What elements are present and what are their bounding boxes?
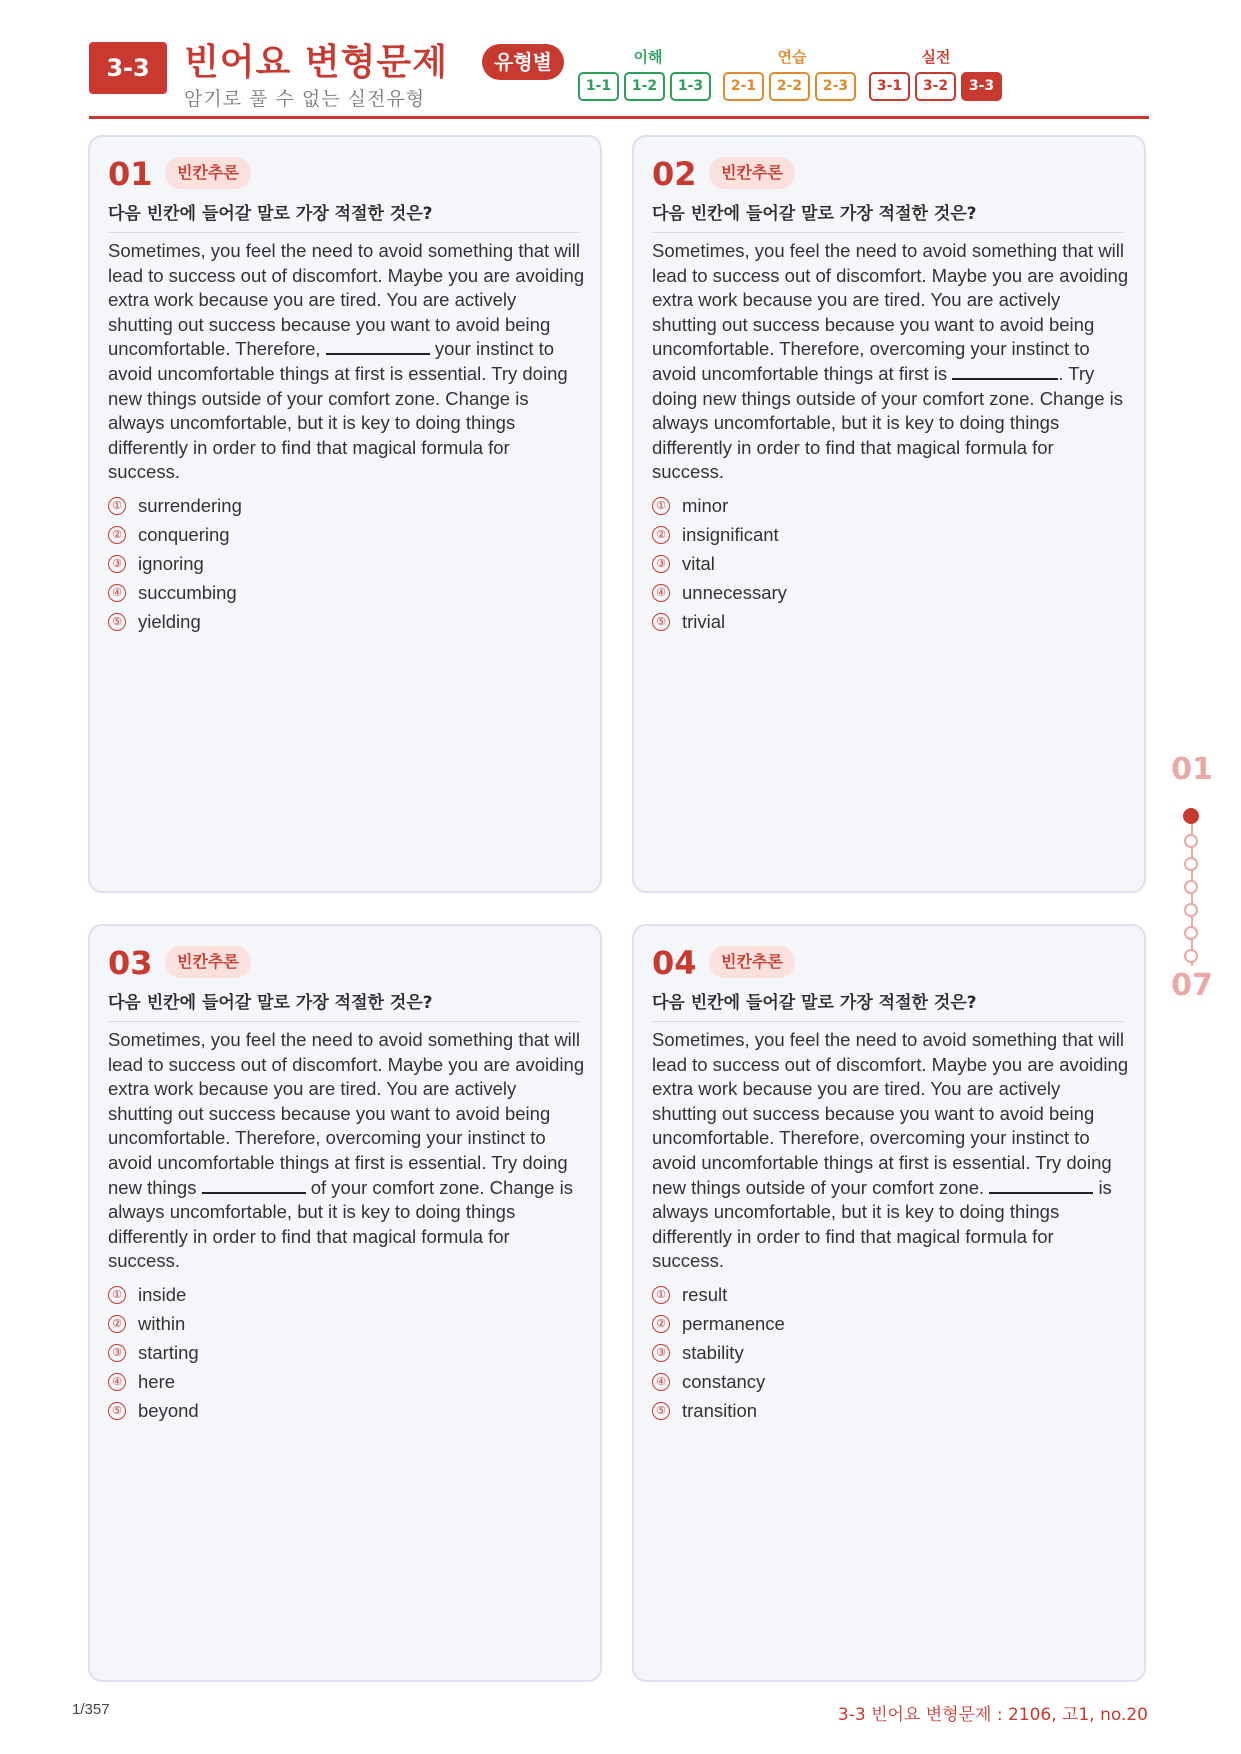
option-marker: ④ — [108, 1373, 126, 1391]
option-text: surrendering — [138, 494, 242, 516]
passage-text-before: Sometimes, you feel the need to avoid something that will lead to success out of discomfort. Maybe you are avoiding extra work because you are tired. You are actively shutting out success because you want to avoid being uncomfortable. Therefore, — [108, 240, 585, 360]
option-text: starting — [138, 1341, 199, 1363]
answer-options — [652, 491, 787, 636]
question-number: 02 — [652, 155, 697, 193]
question-prompt: 다음 빈칸에 들어갈 말로 가장 적절한 것은? — [108, 988, 580, 1022]
option-marker: ② — [652, 1315, 670, 1333]
answer-option[interactable] — [652, 1338, 785, 1367]
answer-options — [108, 491, 242, 636]
option-marker: ① — [108, 1286, 126, 1304]
nav-dot-6[interactable] — [1184, 926, 1198, 940]
level-button-3-3[interactable]: 3-3 — [961, 72, 1002, 101]
section-badge: 3-3 — [89, 42, 167, 94]
answer-option[interactable] — [652, 1367, 785, 1396]
option-marker: ① — [108, 497, 126, 515]
option-marker: ③ — [652, 1344, 670, 1362]
level-button-2-3[interactable]: 2-3 — [815, 72, 856, 101]
page-subtitle: 암기로 풀 수 없는 실전유형 — [184, 88, 426, 110]
passage-text-after: is always uncomfortable, but it is key to doing things differently in order to find that magical formula for success. — [652, 1176, 1112, 1272]
option-marker: ③ — [652, 555, 670, 573]
nav-end-number: 07 — [1171, 968, 1213, 1003]
question-type-tag: 빈칸추론 — [709, 946, 795, 978]
passage-text-after: your instinct to avoid uncomfortable things at first is essential. Try doing new things outside of your comfort zone. Change is always uncomfortable, but it is key to doing things differently in order to find that magical formula for success. — [108, 338, 568, 483]
level-button-1-1[interactable]: 1-1 — [578, 72, 619, 101]
option-marker: ② — [108, 1315, 126, 1333]
answer-option[interactable] — [652, 491, 787, 520]
level-button-3-1[interactable]: 3-1 — [869, 72, 910, 101]
question-passage — [652, 239, 1130, 485]
nav-dot-5[interactable] — [1184, 903, 1198, 917]
nav-dot-1[interactable] — [1183, 808, 1199, 824]
option-marker: ④ — [108, 584, 126, 602]
nav-dot-3[interactable] — [1184, 857, 1198, 871]
answer-blank — [989, 1177, 1093, 1194]
nav-start-number: 01 — [1171, 752, 1213, 787]
question-number: 01 — [108, 155, 153, 193]
option-marker: ① — [652, 1286, 670, 1304]
nav-dot-4[interactable] — [1184, 880, 1198, 894]
option-marker: ② — [108, 526, 126, 544]
answer-option[interactable] — [652, 520, 787, 549]
option-marker: ⑤ — [108, 1402, 126, 1420]
answer-option[interactable] — [108, 1396, 199, 1425]
question-number: 03 — [108, 944, 153, 982]
answer-option[interactable] — [108, 1338, 199, 1367]
option-marker: ② — [652, 526, 670, 544]
question-number: 04 — [652, 944, 697, 982]
option-text: transition — [682, 1399, 758, 1421]
question-prompt: 다음 빈칸에 들어갈 말로 가장 적절한 것은? — [652, 199, 1124, 233]
option-text: conquering — [138, 523, 230, 545]
answer-blank — [326, 338, 430, 355]
option-text: here — [138, 1370, 176, 1392]
answer-option[interactable] — [652, 578, 787, 607]
footer-reference: 3-3 빈어요 변형문제 : 2106, 고1, no.20 — [837, 1705, 1148, 1725]
option-marker: ⑤ — [108, 613, 126, 631]
question-passage — [652, 1028, 1130, 1274]
option-text: insignificant — [682, 523, 779, 545]
answer-option[interactable] — [652, 1280, 785, 1309]
answer-option[interactable] — [108, 491, 242, 520]
option-text: stability — [682, 1341, 744, 1363]
answer-option[interactable] — [108, 1309, 199, 1338]
question-card-02 — [632, 135, 1146, 893]
question-card-03 — [88, 924, 602, 1682]
level-button-1-2[interactable]: 1-2 — [624, 72, 665, 101]
question-passage — [108, 1028, 586, 1274]
option-marker: ④ — [652, 584, 670, 602]
passage-text-after: . Try doing new things outside of your comfort zone. Change is always uncomfortable, but it is key to doing things differently in order to find that magical formula for success. — [652, 362, 1124, 483]
option-text: constancy — [682, 1370, 766, 1392]
option-marker: ③ — [108, 555, 126, 573]
option-marker: ③ — [108, 1344, 126, 1362]
passage-text-before: Sometimes, you feel the need to avoid something that will lead to success out of discomfort. Maybe you are avoiding extra work because you are tired. You are actively shutting out success because you want to avoid being uncomfortable. Therefore, overcoming your instinct to avoid uncomfortable things at first is essential. Try doing new things — [108, 1029, 585, 1198]
answer-option[interactable] — [108, 1280, 199, 1309]
level-button-3-2[interactable]: 3-2 — [915, 72, 956, 101]
level-label-understanding: 이해 — [633, 48, 663, 66]
option-marker: ⑤ — [652, 1402, 670, 1420]
option-text: within — [138, 1312, 186, 1334]
answer-option[interactable] — [108, 1367, 199, 1396]
option-text: unnecessary — [682, 581, 787, 603]
option-text: succumbing — [138, 581, 237, 603]
question-type-tag: 빈칸추론 — [165, 157, 251, 189]
option-text: permanence — [682, 1312, 785, 1334]
page-number: 1/357 — [72, 1701, 110, 1718]
answer-option[interactable] — [652, 1309, 785, 1338]
header-divider — [89, 116, 1149, 119]
answer-option[interactable] — [108, 578, 242, 607]
passage-text-before: Sometimes, you feel the need to avoid something that will lead to success out of discomfort. Maybe you are avoiding extra work because you are tired. You are actively shutting out success because you want to avoid being uncomfortable. Therefore, overcoming your instinct to avoid uncomfortable things at first is — [652, 240, 1129, 384]
answer-options — [108, 1280, 199, 1425]
answer-blank — [952, 363, 966, 380]
question-type-tag: 빈칸추론 — [165, 946, 251, 978]
answer-option[interactable] — [108, 607, 242, 636]
answer-option[interactable] — [108, 549, 242, 578]
option-text: ignoring — [138, 552, 204, 574]
answer-option[interactable] — [108, 520, 242, 549]
level-button-1-3[interactable]: 1-3 — [670, 72, 711, 101]
question-prompt: 다음 빈칸에 들어갈 말로 가장 적절한 것은? — [108, 199, 580, 233]
question-prompt: 다음 빈칸에 들어갈 말로 가장 적절한 것은? — [652, 988, 1124, 1022]
option-text: vital — [682, 552, 715, 574]
level-label-practice: 연습 — [777, 48, 807, 66]
answer-option[interactable] — [652, 607, 787, 636]
option-marker: ① — [652, 497, 670, 515]
option-marker: ⑤ — [652, 613, 670, 631]
passage-text-after: of your comfort zone. Change is always uncomfortable, but it is key to doing things differently in order to find that magical formula for success. — [108, 1176, 573, 1272]
question-type-tag: 빈칸추론 — [709, 157, 795, 189]
option-text: trivial — [682, 610, 726, 632]
question-passage — [108, 239, 586, 485]
passage-text-before: Sometimes, you feel the need to avoid something that will lead to success out of discomfort. Maybe you are avoiding extra work because you are tired. You are actively shutting out success because you want to avoid being uncomfortable. Therefore, overcoming your instinct to avoid uncomfortable things at first is essential. Try doing new things outside of your comfort zone. — [652, 1029, 1129, 1198]
answer-blank — [202, 1177, 306, 1194]
option-text: beyond — [138, 1399, 199, 1421]
option-text: yielding — [138, 610, 201, 632]
question-card-04 — [632, 924, 1146, 1682]
option-text: inside — [138, 1283, 187, 1305]
nav-dot-7[interactable] — [1184, 949, 1198, 963]
option-text: result — [682, 1283, 728, 1305]
level-button-2-2[interactable]: 2-2 — [769, 72, 810, 101]
type-pill: 유형별 — [482, 44, 564, 80]
page-title: 빈어요 변형문제 — [184, 42, 448, 83]
nav-dot-2[interactable] — [1184, 834, 1198, 848]
option-text: minor — [682, 494, 729, 516]
question-card-01 — [88, 135, 602, 893]
answer-options — [652, 1280, 785, 1425]
option-marker: ④ — [652, 1373, 670, 1391]
level-button-2-1[interactable]: 2-1 — [723, 72, 764, 101]
answer-blank-continued — [966, 363, 1058, 380]
level-label-actual: 실전 — [921, 48, 951, 66]
answer-option[interactable] — [652, 1396, 785, 1425]
answer-option[interactable] — [652, 549, 787, 578]
